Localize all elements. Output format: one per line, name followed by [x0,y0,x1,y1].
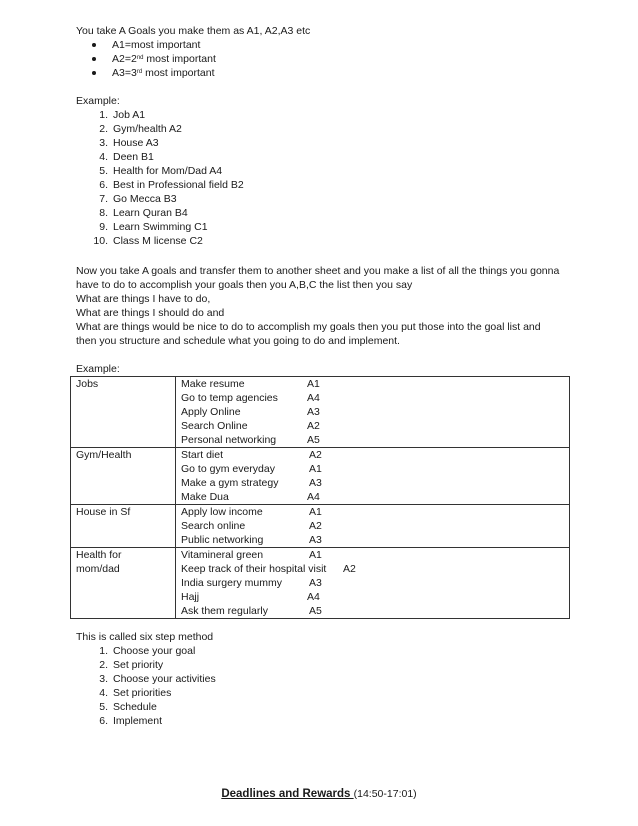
list-number: 6. [99,715,108,727]
activity-row [181,604,569,618]
bullet-dot-icon [92,43,96,47]
list-text: Best in Professional field B2 [113,179,244,191]
priority-code: A5 [309,605,322,617]
table-row [71,448,570,505]
list-text: Health for Mom/Dad A4 [113,165,223,177]
activity-name: Personal networking [181,434,277,446]
list-number: 1. [99,109,108,121]
priority-code: A4 [307,392,320,404]
list-number: 5. [99,701,108,713]
paragraph-line: have to do to accomplish your goals then you A,B,C the list then you say [76,279,413,291]
list-text: Implement [113,715,163,727]
paragraph-line: What are things I have to do, [76,293,211,305]
activity-row [181,462,569,476]
bullet-dot-icon [92,57,96,61]
list-number: 4. [99,687,108,699]
activity-name: India surgery mummy [181,577,282,589]
list-number: 5. [99,165,108,177]
goal-category-cell [71,377,176,448]
paragraph-line: Now you take A goals and transfer them to another sheet and you make a list of all the things you gonna [76,265,560,277]
activity-name: Ask them regularly [181,605,268,617]
list-text: Go Mecca B3 [113,193,177,205]
bullet-dot-icon [92,71,96,75]
example-label: Example: [76,95,120,107]
list-text: Choose your activities [113,673,216,685]
activities-cell [176,377,570,448]
activity-name: Go to temp agencies [181,392,278,404]
document-page: You take A Goals you make them as A1, A2,A3 etc A1=most important A2=2nd most important A3=3rd most important Example: 1. Job A1 2. Gym/health A2 3. House A3 4. Deen B1 5. Health for Mom/Dad A4 6. Best in Professional field B2 7. Go Mecca B3 8. Learn Quran B4 9. Learn Swimming C1 10. Class M license C2 Now you take A goals and transfer them to another sheet and you make a list of all the things you gonna have to do to accomplish your goals then you A,B,C the list then you say What are things I have to do, What are things I should do and What are things would be nice to do to accomplish my goals then you put those into the goal list and then you structure and schedule what you going to do and implement. Example: Jobs Make resume A1 Go to temp agencies A4 Apply Online A3 Search Online A2 Personal networking A5 Gym/Health Start diet A2 Go to gym everyday A1 Make a gym strategy A3 Make Dua A4 House in Sf Apply low income A1 Search online A2 Public networking A3 Health for mom/dad Vitamineral green A1 Keep track of their hospital visit A2 India surgery mummy A3 Hajj A4 Ask them regularly A5 This is called six step method 1. Choose your goal 2. Set priority 3. Choose your activities 4. Set priorities 5. Schedule 6. Implement Deadlines and Rewards (14:50-17:01) [0,0,638,826]
priority-code: A1 [307,378,320,390]
priority-code: A4 [307,591,320,603]
activity-name: Vitamineral green [181,549,264,561]
list-text: Job A1 [113,109,146,121]
activities-cell [176,448,570,505]
activities-cell [176,548,570,619]
paragraph-line: What are things would be nice to do to accomplish my goals then you put those into the goal list and [76,321,541,333]
paragraph-line: then you structure and schedule what you going to do and implement. [76,335,400,347]
activity-row [181,391,569,405]
priority-code: A1 [309,463,322,475]
table-row [71,548,570,619]
goal-category: Health for [76,549,122,561]
six-step-intro: This is called six step method [76,631,214,643]
deadlines-time: (14:50-17:01) [353,788,417,800]
list-text: Learn Swimming C1 [113,221,208,233]
example-label: Example: [76,363,120,375]
list-number: 8. [99,207,108,219]
activity-row [181,433,569,447]
list-text: Learn Quran B4 [113,207,188,219]
activity-row [181,519,569,533]
activity-row [181,533,569,547]
priority-code: A2 [307,420,320,432]
deadlines-heading [0,786,638,802]
list-text: House A3 [113,137,159,149]
activity-name: Make Dua [181,491,229,503]
list-number: 3. [99,673,108,685]
activity-name: Hajj [181,591,200,603]
activity-name: Go to gym everyday [181,463,275,475]
activity-row [181,590,569,604]
list-text: Deen B1 [113,151,154,163]
list-text: Schedule [113,701,157,713]
priority-code: A1 [309,549,322,561]
priority-code: A5 [307,434,320,446]
list-number: 4. [99,151,108,163]
priority-code: A3 [309,534,322,546]
priority-code: A3 [309,477,322,489]
table-row [71,505,570,548]
activity-name: Keep track of their hospital visit [181,563,327,575]
goal-category-cell [71,448,176,505]
priority-code: A2 [309,520,322,532]
goal-category-cell [71,505,176,548]
list-number: 3. [99,137,108,149]
goal-category: Gym/Health [76,449,132,461]
activity-name: Search Online [181,420,248,432]
activity-name: Make resume [181,378,245,390]
activity-row [181,405,569,419]
activity-row [181,562,569,576]
activity-name: Apply low income [181,506,263,518]
activity-row [181,576,569,590]
activity-name: Public networking [181,534,264,546]
goal-category: House in Sf [76,506,131,518]
activity-row [181,419,569,433]
priority-code: A2 [343,563,356,575]
list-number: 2. [99,123,108,135]
list-text: Class M license C2 [113,235,203,247]
intro-line: You take A Goals you make them as A1, A2,A3 etc [76,25,311,37]
activity-name: Search online [181,520,246,532]
goals-activity-table [70,376,570,619]
list-number: 9. [99,221,108,233]
activity-row [181,476,569,490]
goal-category: mom/dad [76,563,120,575]
list-number: 1. [99,645,108,657]
list-number: 10. [93,235,108,247]
list-text: Choose your goal [113,645,196,657]
priority-code: A3 [309,577,322,589]
activity-row [181,377,569,391]
priority-code: A3 [307,406,320,418]
list-number: 6. [99,179,108,191]
activity-row [181,505,569,519]
activity-name: Make a gym strategy [181,477,279,489]
activity-row [181,448,569,462]
goal-category: Jobs [76,378,99,390]
goal-category-cell [71,548,176,619]
priority-code: A1 [309,506,322,518]
list-text: Gym/health A2 [113,123,182,135]
activities-cell [176,505,570,548]
priority-code: A4 [307,491,320,503]
activity-name: Apply Online [181,406,241,418]
activity-row [181,548,569,562]
list-number: 7. [99,193,108,205]
activity-name: Start diet [181,449,224,461]
list-number: 2. [99,659,108,671]
activity-row [181,490,569,504]
deadlines-title: Deadlines and Rewards [221,788,354,800]
priority-code: A2 [309,449,322,461]
table-row [71,377,570,448]
list-text: Set priorities [113,687,172,699]
paragraph-line: What are things I should do and [76,307,225,319]
list-text: Set priority [113,659,164,671]
